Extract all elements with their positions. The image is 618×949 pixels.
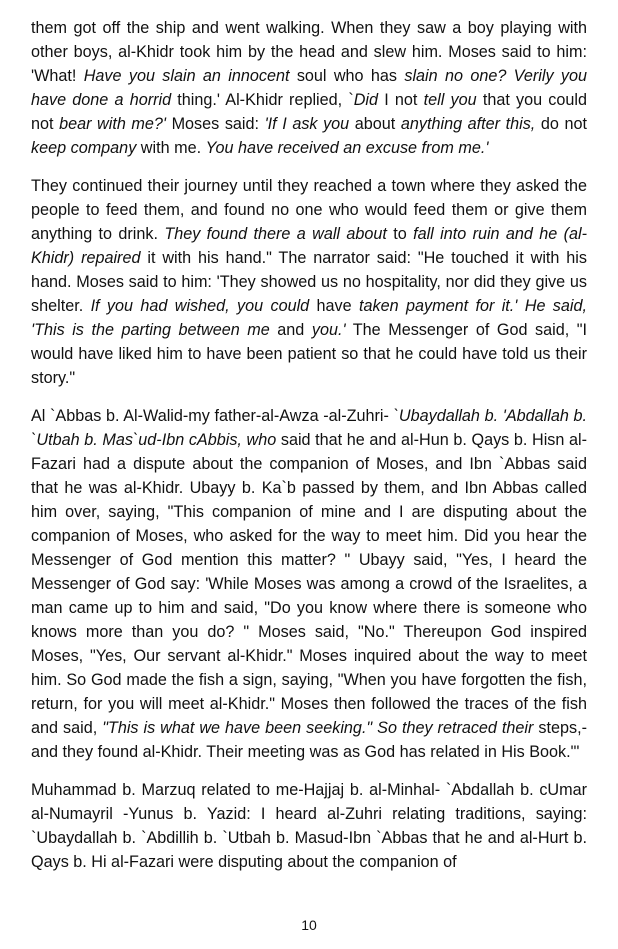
text-segment: do not — [535, 115, 587, 133]
text-segment: about — [349, 115, 401, 133]
text-body — [31, 16, 587, 888]
italic-text-segment: keep company — [31, 139, 137, 157]
text-segment: that you could not — [31, 91, 588, 133]
text-segment: them got off the ship and went walking. When they saw a boy playing with other boys, al-Khidr took him by the head and slew him. Moses said to him: 'What! — [31, 19, 587, 85]
italic-text-segment: Did — [353, 91, 379, 109]
text-segment: with me. — [136, 139, 206, 157]
italic-text-segment: tell you — [423, 91, 477, 109]
text-segment: steps,- and they found al-Khidr. Their meeting was as God has related in His Book."' — [31, 719, 587, 761]
paragraph — [31, 174, 587, 390]
text-segment: soul who has — [289, 67, 405, 85]
page-number: 10 — [301, 917, 317, 933]
italic-text-segment: They found there a wall about — [164, 225, 387, 243]
text-segment: Muhammad b. Marzuq related to me-Hajjaj b. al-Minhal- `Abdallah b. cUmar al-Numayril -Yunus b. Yazid: I heard al-Zuhri relating traditions, saying: `Ubaydallah b. `Abdillih b. `Utbah b. Masud-Ibn `Abbas that he and al-Hurt b. Qays b. Hi al-Fazari were disputing about the companion of — [31, 781, 587, 871]
italic-text-segment: slain no one? Verily you have done a horrid — [31, 67, 587, 109]
text-segment: Al `Abbas b. Al-Walid-my father-al-Awza -al-Zuhri- — [31, 407, 394, 425]
italic-text-segment: bear with me?' — [59, 115, 166, 133]
text-segment: it with his hand." The narrator said: "He touched it with his hand. Moses said to him: 'They showed us no hospitality, nor did they give us shelter. — [31, 249, 588, 315]
text-segment: thing.' Al-Khidr replied, ` — [171, 91, 354, 109]
text-segment: and — [269, 321, 312, 339]
text-segment: They continued their journey until they reached a town where they asked the people to feed them, and found no one who would feed them or give them anything to drink. — [31, 177, 587, 243]
italic-text-segment: 'If I ask you — [264, 115, 350, 133]
italic-text-segment: If you had wished, you could — [90, 297, 310, 315]
italic-text-segment: fall into ruin and he (al-Khidr) repaired — [31, 225, 587, 267]
text-segment: Moses said: — [166, 115, 265, 133]
italic-text-segment: you.' — [311, 321, 346, 339]
text-segment: said that he and al-Hun b. Qays b. Hisn al-Fazari had a dispute about the companion of Moses, and Ibn `Abbas said that he was al-Khidr. Ubayy b. Ka`b passed by them, and Ibn Abbas called him over, saying, "This companion of mine and I are disputing about the companion of Moses, who asked for the way to meet him. Did you hear the Messenger of God mention this matter? " Ubayy said, "Yes, I heard the Messenger of God say: 'While Moses was among a crowd of the Israelites, a man came up to him and said, "Do you know where there is someone who knows more than you do? " Moses said, "No." Thereupon God inspired Moses, "Yes, Our servant al-Khidr." Moses inquired about the way to meet him. So God made the fish a sign, saying, "When you have forgotten the fish, return, for you will meet al-Khidr." Moses then followed the traces of the fish and said, — [31, 431, 587, 737]
italic-text-segment: Have you slain an innocent — [83, 67, 290, 85]
text-segment: to — [386, 225, 414, 243]
italic-text-segment: anything after this, — [400, 115, 536, 133]
text-segment: I not — [378, 91, 424, 109]
paragraph — [31, 16, 587, 160]
italic-text-segment: taken payment for it.' He said, 'This is the parting between me — [31, 297, 588, 339]
paragraph — [31, 778, 587, 874]
text-segment: have — [309, 297, 360, 315]
italic-text-segment: `Ubaydallah b. 'Abdallah b. `Utbah b. Mas`ud-Ibn cAbbis, who — [31, 407, 587, 449]
italic-text-segment: You have received an excuse from me.' — [205, 139, 489, 157]
text-segment: The Messenger of God said, "I would have liked him to have been patient so that he could have told us their story." — [31, 321, 587, 387]
paragraph — [31, 404, 587, 764]
italic-text-segment: "This is what we have been seeking." So they retraced their — [102, 719, 534, 737]
